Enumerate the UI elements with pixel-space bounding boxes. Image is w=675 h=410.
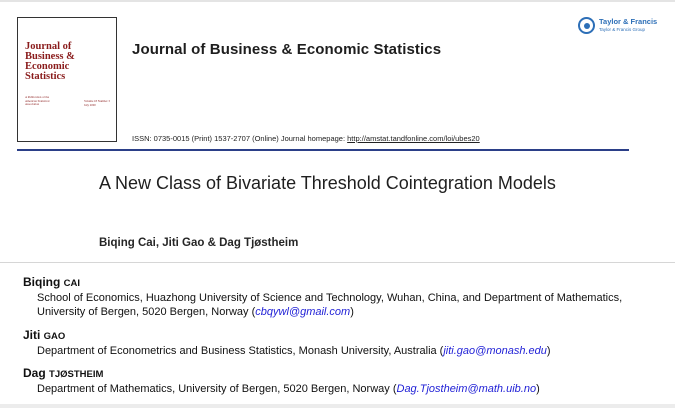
author-last-name: TJØSTHEIM	[49, 369, 104, 380]
cover-title-line: Business &	[25, 51, 75, 62]
bottom-divider	[0, 404, 675, 408]
author-first-name: Biqing	[23, 275, 64, 289]
author-name	[23, 328, 663, 344]
paper-title: A New Class of Bivariate Threshold Cointegration Models	[99, 173, 556, 193]
author-email-link[interactable]: Dag.Tjostheim@math.uib.no	[396, 383, 537, 395]
author-affiliation-block	[23, 328, 663, 358]
cover-title-line: Journal of	[25, 41, 72, 52]
author-first-name: Jiti	[23, 328, 44, 342]
affiliation-close: )	[546, 345, 551, 357]
cover-small-text: A Publication of the American Statistical Association	[25, 96, 50, 106]
author-affiliation	[37, 344, 663, 358]
cover-title-line: Statistics	[25, 71, 66, 82]
author-affiliation-block	[23, 275, 663, 319]
author-affiliation	[37, 291, 663, 319]
publisher-subtitle: Taylor & Francis Group	[599, 27, 646, 32]
issn-text: ISSN: 0735-0015 (Print) 1537-2707 (Online) Journal homepage:	[132, 134, 348, 143]
cover-title	[25, 42, 113, 82]
paper-authors: Biqing Cai, Jiti Gao & Dag Tjøstheim	[99, 237, 299, 249]
cover-title-line: Economic	[25, 61, 70, 72]
author-affiliation	[37, 382, 663, 396]
cover-small-text-right: Volume 18 Number 3 July 2000	[84, 100, 110, 107]
author-last-name: GAO	[43, 331, 66, 342]
affiliation-text: Department of Econometrics and Business Statistics, Monash University, Australia (	[37, 345, 444, 357]
affiliation-close: )	[350, 306, 354, 318]
author-name	[23, 275, 663, 291]
author-first-name: Dag	[23, 366, 50, 380]
top-divider	[0, 0, 675, 2]
section-divider	[0, 262, 675, 263]
journal-name: Journal of Business & Economic Statistics	[132, 41, 442, 58]
affiliation-text: Department of Mathematics, University of Bergen, 5020 Bergen, Norway (	[37, 383, 397, 395]
affiliation-close: )	[536, 383, 540, 395]
issn-line	[132, 134, 480, 143]
journal-homepage-link[interactable]: http://amstat.tandfonline.com/loi/ubes20	[347, 134, 480, 143]
author-last-name: CAI	[63, 278, 81, 289]
author-affiliation-block	[23, 366, 663, 396]
author-email-link[interactable]: jiti.gao@monash.edu	[443, 345, 547, 357]
publisher-logo-icon	[578, 17, 595, 34]
author-name	[23, 366, 663, 382]
publisher-name: Taylor & Francis	[599, 17, 658, 26]
affiliation-text: School of Economics, Huazhong University of Science and Technology, Wuhan, China, and Department of Mathematics, University of Bergen, 5020 Bergen, Norway (	[37, 292, 623, 318]
journal-cover-thumbnail	[17, 17, 117, 142]
publisher-logo[interactable]	[578, 15, 670, 39]
author-email-link[interactable]: cbqywl@gmail.com	[255, 306, 351, 318]
header-divider	[17, 149, 629, 151]
